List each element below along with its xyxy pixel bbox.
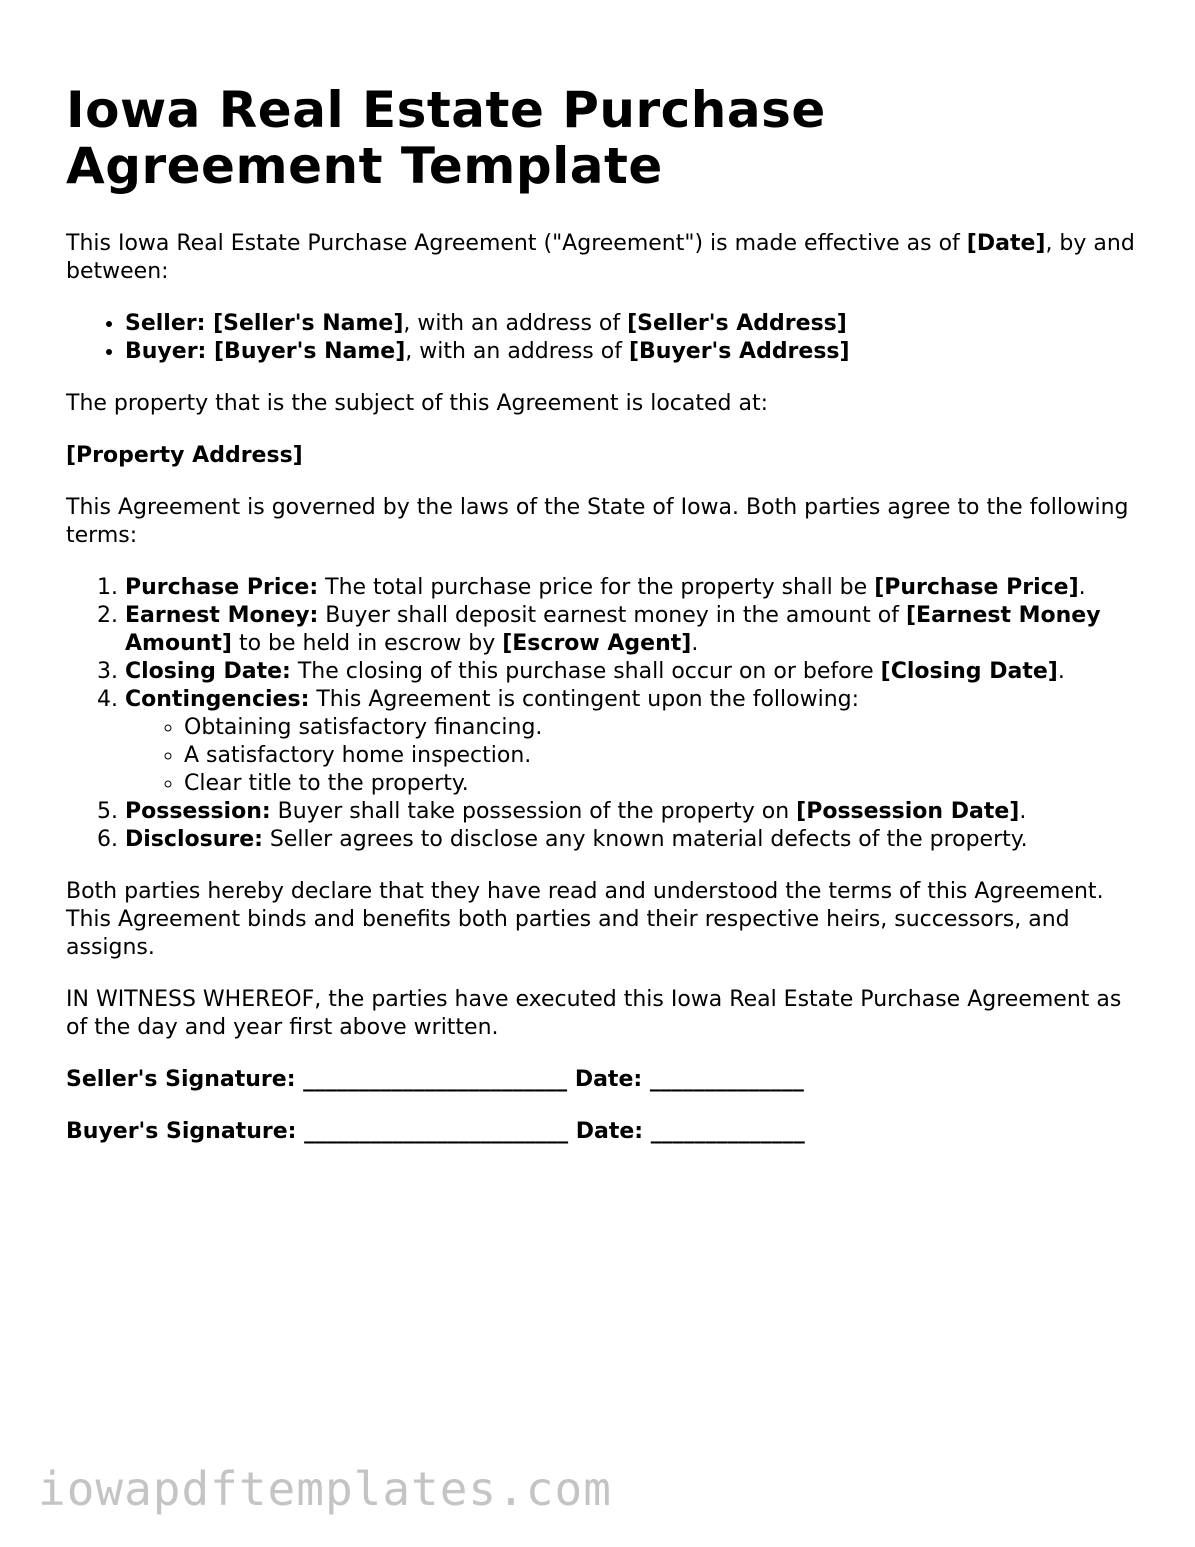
term-purchase-price: 1. Purchase Price: The total purchase price for the property shall be [Purchase Price]. [125,574,1136,602]
buyer-party: • Buyer: [Buyer's Name], with an address of [Buyer's Address] [125,338,1136,366]
term-disclosure: 6. Disclosure: Seller agrees to disclose any known material defects of the property. [125,826,1136,854]
intro-paragraph: This Iowa Real Estate Purchase Agreement ("Agreement") is made effective as of [Date], by and between: [66,231,1135,284]
governing-law-paragraph: This Agreement is governed by the laws of the State of Iowa. Both parties agree to the following terms: [66,495,1129,548]
effective-date-placeholder: [Date] [966,231,1046,256]
property-intro: The property that is the subject of this Agreement is located at: [66,391,769,416]
parties-list [66,310,1136,366]
term-closing-date: 3. Closing Date: The closing of this purchase shall occur on or before [Closing Date]. [125,658,1136,686]
watermark: iowapdftemplates.com [38,1462,612,1516]
agreement-document [66,82,1136,1146]
terms-list [66,574,1136,854]
declaration-paragraph: Both parties hereby declare that they have read and understood the terms of this Agreement. This Agreement binds and benefits both parties and their respective heirs, successors, and assigns. [66,879,1104,960]
buyer-signature-line: Buyer's Signature: ________________________ Date: ______________ [66,1119,805,1144]
contingency-item: ◦ A satisfactory home inspection. [184,742,1136,770]
buyer-address-placeholder: [Buyer's Address] [628,339,850,364]
witness-paragraph: IN WITNESS WHEREOF, the parties have executed this Iowa Real Estate Purchase Agreement as of the day and year first above written. [66,987,1122,1040]
contingencies-sublist [125,714,1136,798]
seller-address-placeholder: [Seller's Address] [627,311,847,336]
term-contingencies: 4. Contingencies: This Agreement is contingent upon the following: ◦ Obtaining satisfactory financing. ◦ A satisfactory home inspection. ◦ Clear title to the property. [125,686,1136,798]
term-possession: 5. Possession: Buyer shall take possession of the property on [Possession Date]. [125,798,1136,826]
property-address-placeholder: [Property Address] [66,443,303,468]
contingency-item: ◦ Obtaining satisfactory financing. [184,714,1136,742]
page-title: Iowa Real Estate Purchase Agreement Template [66,81,826,195]
term-earnest-money: 2. Earnest Money: Buyer shall deposit earnest money in the amount of [Earnest Money Amount] to be held in escrow by [Escrow Agent]. [125,602,1136,658]
contingency-item: ◦ Clear title to the property. [184,770,1136,798]
seller-signature-line: Seller's Signature: ________________________ Date: ______________ [66,1067,804,1092]
seller-party: • Seller: [Seller's Name], with an address of [Seller's Address] [125,310,1136,338]
